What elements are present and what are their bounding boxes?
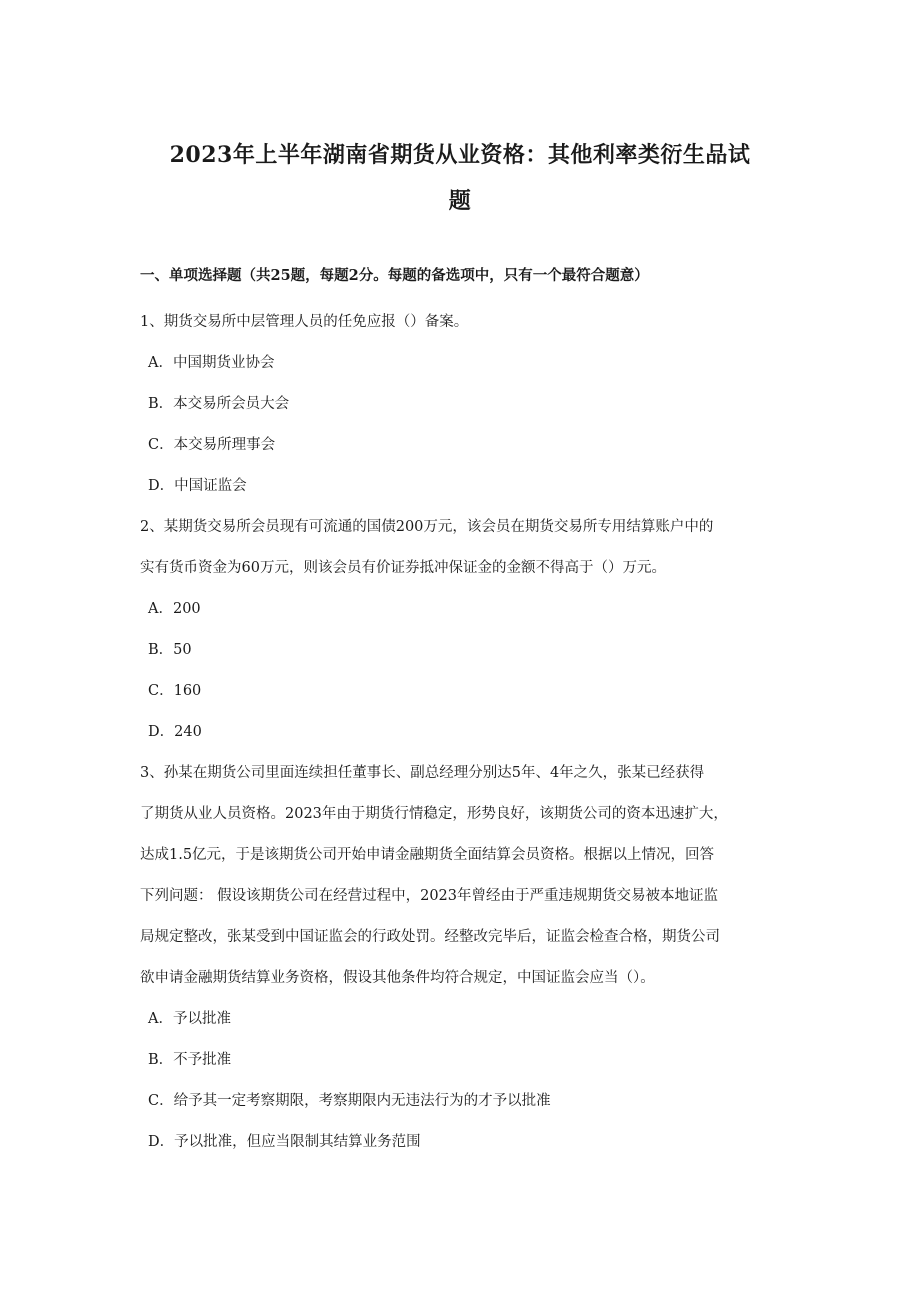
title-line-1: 2023年上半年湖南省期货从业资格：其他利率类衍生品试 <box>169 142 751 168</box>
option-b: B．50 <box>148 642 192 658</box>
question-text-line: 局规定整改，张某受到中国证监会的行政处罚。经整改完毕后，证监会检查合格，期货公司 <box>140 929 720 945</box>
option-d: D．中国证监会 <box>148 478 247 494</box>
option-c: C．160 <box>148 683 202 699</box>
question-text-line: 欲申请金融期货结算业务资格，假设其他条件均符合规定，中国证监会应当（）。 <box>140 970 655 986</box>
option-d: D．240 <box>148 724 202 740</box>
option-c: C．给予其一定考察期限，考察期限内无违法行为的才予以批准 <box>148 1093 551 1109</box>
title-line-2: 题 <box>448 188 472 214</box>
option-c: C．本交易所理事会 <box>148 437 276 453</box>
question-text-line: 了期货从业人员资格。2023年由于期货行情稳定，形势良好，该期货公司的资本迅速扩大， <box>140 806 728 822</box>
question-text-line: 实有货币资金为60万元，则该会员有价证券抵冲保证金的金额不得高于（）万元。 <box>140 560 666 576</box>
question-text-line: 1、期货交易所中层管理人员的任免应报（）备案。 <box>140 314 469 330</box>
option-b: B．不予批准 <box>148 1052 232 1068</box>
question-text-line: 3、孙某在期货公司里面连续担任董事长、副总经理分别达5年、4年之久，张某已经获得 <box>140 765 705 781</box>
question-2 <box>140 507 800 753</box>
question-text-line: 达成1.5亿元，于是该期货公司开始申请金融期货全面结算会员资格。根据以上情况，回答 <box>140 847 715 863</box>
section-header: 一、单项选择题（共25题，每题2分。每题的备选项中，只有一个最符合题意） <box>140 267 649 284</box>
option-b: B．本交易所会员大会 <box>148 396 290 412</box>
option-d: D．予以批准，但应当限制其结算业务范围 <box>148 1134 421 1150</box>
question-list <box>140 302 800 1163</box>
question-text-line: 2、某期货交易所会员现有可流通的国债200万元，该会员在期货交易所专用结算账户中的 <box>140 519 714 535</box>
option-a: A．予以批准 <box>148 1011 231 1027</box>
option-a: A．中国期货业协会 <box>148 355 275 371</box>
document-title <box>120 132 800 224</box>
question-3 <box>140 753 800 1163</box>
question-1 <box>140 302 800 507</box>
question-text-line: 下列问题： 假设该期货公司在经营过程中，2023年曾经由于严重违规期货交易被本地证监 <box>140 888 719 904</box>
option-a: A．200 <box>148 601 201 617</box>
